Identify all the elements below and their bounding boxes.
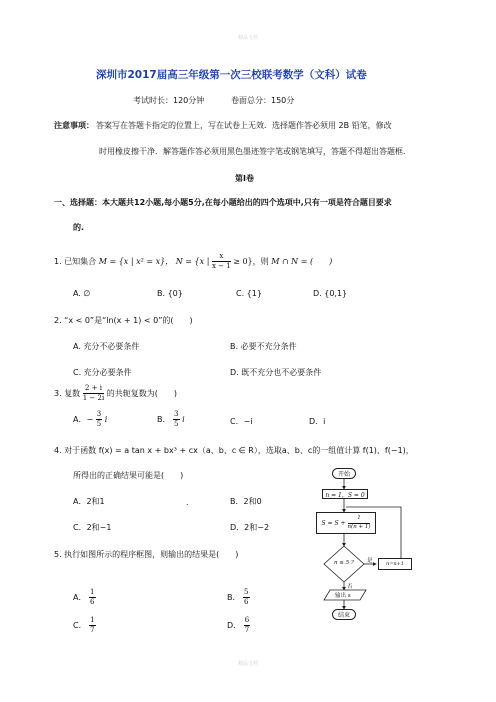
flowchart-yes-label: 是 — [367, 558, 373, 564]
flowchart-output-label: 输出 s — [335, 593, 351, 599]
flowchart-start — [332, 468, 356, 479]
question-4-line-1: 4. 对于函数 f(x) = a tan x + bx³ + cx（a、b、c ∈ R），选取a、b、c的一组值计算 f(1)、f(−1)， — [54, 446, 414, 455]
flowchart-increment — [378, 558, 412, 570]
question-2-stem: 2. “x < 0”是“ln(x + 1) < 0”的( ) — [54, 316, 193, 325]
q1-option-b: B. {0} — [157, 289, 183, 298]
q5-option-b-label: B． — [227, 593, 241, 602]
footer-watermark: 精品文档 — [238, 661, 259, 667]
q1-set-n-pre: N = {x | — [175, 257, 210, 266]
q2-option-a: A. 充分不必要条件 — [73, 342, 140, 351]
flowchart-update-num: 1 — [348, 516, 371, 524]
flowchart-update-den: n(n + 1) — [347, 523, 371, 530]
q5-option-a-label: A． — [73, 593, 87, 602]
q3-option-d: D．i — [309, 417, 326, 426]
q3-option-b-tail: i — [182, 415, 185, 424]
q5-option-a-fraction — [89, 589, 95, 606]
flowchart-condition: n ≤ 5 ? — [334, 560, 354, 566]
q5-option-c-label: C． — [73, 621, 87, 630]
q1-fraction-numerator: x — [212, 253, 231, 262]
q3-option-a-num: 3 — [96, 410, 102, 418]
q1-ask: M ∩ N = ( ) — [271, 257, 333, 266]
notice-line-2: 时用橡皮擦干净．解答题作答必须用黑色墨迹签字笔或钢笔填写，答题不得超出答题框． — [99, 147, 411, 156]
flowchart-init-label: n = 1，S = 0 — [325, 491, 365, 499]
section-heading-line-1: 一、选择题：本大题共12小题,每小题5分,在每小题给出的四个选项中,只有一项是符合题目要求 — [54, 198, 392, 207]
flowchart-end — [332, 609, 356, 620]
q3-option-b-fraction — [173, 411, 179, 428]
exam-score: 卷面总分：150分 — [231, 96, 295, 105]
flowchart-connectors — [300, 462, 460, 632]
q3-fraction-numerator: 2 + i — [83, 385, 104, 394]
q3-option-c: C．−i — [230, 417, 253, 426]
q1-text: 已知集合 — [64, 257, 97, 266]
q3-option-a — [73, 411, 107, 428]
q5-option-d-label: D． — [227, 621, 242, 630]
header-watermark: 精品文档 — [238, 35, 259, 41]
notice-label: 注意事项： — [54, 121, 94, 130]
flowchart-start-label: 开始 — [337, 471, 350, 478]
q1-option-a: A. ∅ — [73, 289, 91, 298]
q3-option-a-den: 5 — [96, 420, 102, 428]
q4-option-a: A．2和1 — [73, 497, 105, 506]
q3-post: 的共轭复数为( ) — [106, 389, 177, 398]
q5-option-a — [73, 589, 96, 606]
flowchart-no-label: 否 — [347, 584, 353, 590]
q3-option-b-den: 5 — [174, 420, 179, 428]
q5-option-c-fraction — [89, 617, 95, 634]
q5-option-c-num: 1 — [90, 616, 95, 624]
q5-option-d-num: 6 — [244, 616, 250, 624]
q1-option-d: D. {0,1} — [313, 289, 348, 298]
q3-option-b — [157, 411, 185, 428]
q1-fraction-denominator: x − 1 — [211, 262, 231, 270]
question-3-stem — [54, 385, 177, 402]
flowchart-update-fraction — [348, 516, 371, 530]
q5-option-b-den: 6 — [244, 598, 249, 606]
q3-pre: 复数 — [64, 389, 81, 398]
q1-set-m: M = {x | x² = x}， — [98, 257, 174, 266]
q4-stray-dot: . — [186, 498, 189, 507]
q3-option-a-tail: i — [104, 415, 108, 424]
flowchart-update-pre: S = S + — [321, 519, 346, 527]
q4-option-d: D．2和−2 — [230, 523, 270, 532]
q5-option-d — [227, 617, 250, 634]
q1-option-c: C. {1} — [236, 289, 262, 298]
q5-option-c — [73, 617, 96, 634]
q3-fraction-denominator: 1 − 2i — [82, 394, 105, 402]
q2-option-b: B. 必要不充分条件 — [230, 342, 297, 351]
flowchart — [300, 462, 460, 632]
q3-option-a-fraction — [96, 411, 102, 428]
notice-line-1: 答案写在答题卡指定的位置上，写在试卷上无效．选择题作答必须用 2B 铅笔，修改 — [96, 121, 392, 130]
flowchart-increment-label: n=n+1 — [385, 561, 404, 567]
question-4-line-2: 所得出的正确结果可能是( ) — [73, 471, 184, 480]
q3-option-a-label: A．− — [73, 415, 94, 424]
q1-fraction — [212, 253, 231, 270]
q3-fraction — [83, 385, 104, 402]
flowchart-init — [322, 489, 368, 499]
q1-number: 1. — [54, 257, 62, 266]
q5-option-a-den: 6 — [90, 598, 95, 606]
flowchart-update — [316, 512, 376, 534]
q3-number: 3. — [54, 389, 62, 398]
q2-option-c: C. 充分必要条件 — [73, 368, 132, 377]
flowchart-end-label: 结束 — [337, 612, 350, 619]
q5-option-d-den: 7 — [244, 626, 250, 634]
q5-option-d-fraction — [244, 617, 250, 634]
question-1-stem — [54, 253, 332, 270]
q5-option-b-fraction — [243, 589, 249, 606]
q5-option-c-den: 7 — [90, 626, 95, 634]
q3-option-b-label: B． — [157, 415, 171, 424]
section-heading-line-2: 的. — [73, 223, 85, 232]
q1-set-n-post: ≥ 0}，则 — [233, 257, 269, 266]
q5-option-b — [227, 589, 250, 606]
q4-option-b: B．2和0 — [230, 497, 262, 506]
exam-title: 深圳市2017届高三年级第一次三校联考数学（文科）试卷 — [96, 69, 367, 81]
part-title: 第Ⅰ卷 — [235, 174, 254, 183]
q4-option-c: C．2和−1 — [73, 523, 112, 532]
question-5-stem: 5. 执行如图所示的程序框图，则输出的结果是( ) — [54, 550, 239, 559]
exam-time: 考试时长：120分钟 — [133, 96, 205, 105]
q5-option-b-num: 5 — [244, 588, 249, 596]
q2-option-d: D. 既不充分也不必要条件 — [230, 368, 322, 377]
q5-option-a-num: 1 — [90, 588, 95, 596]
q3-option-b-num: 3 — [174, 410, 179, 418]
